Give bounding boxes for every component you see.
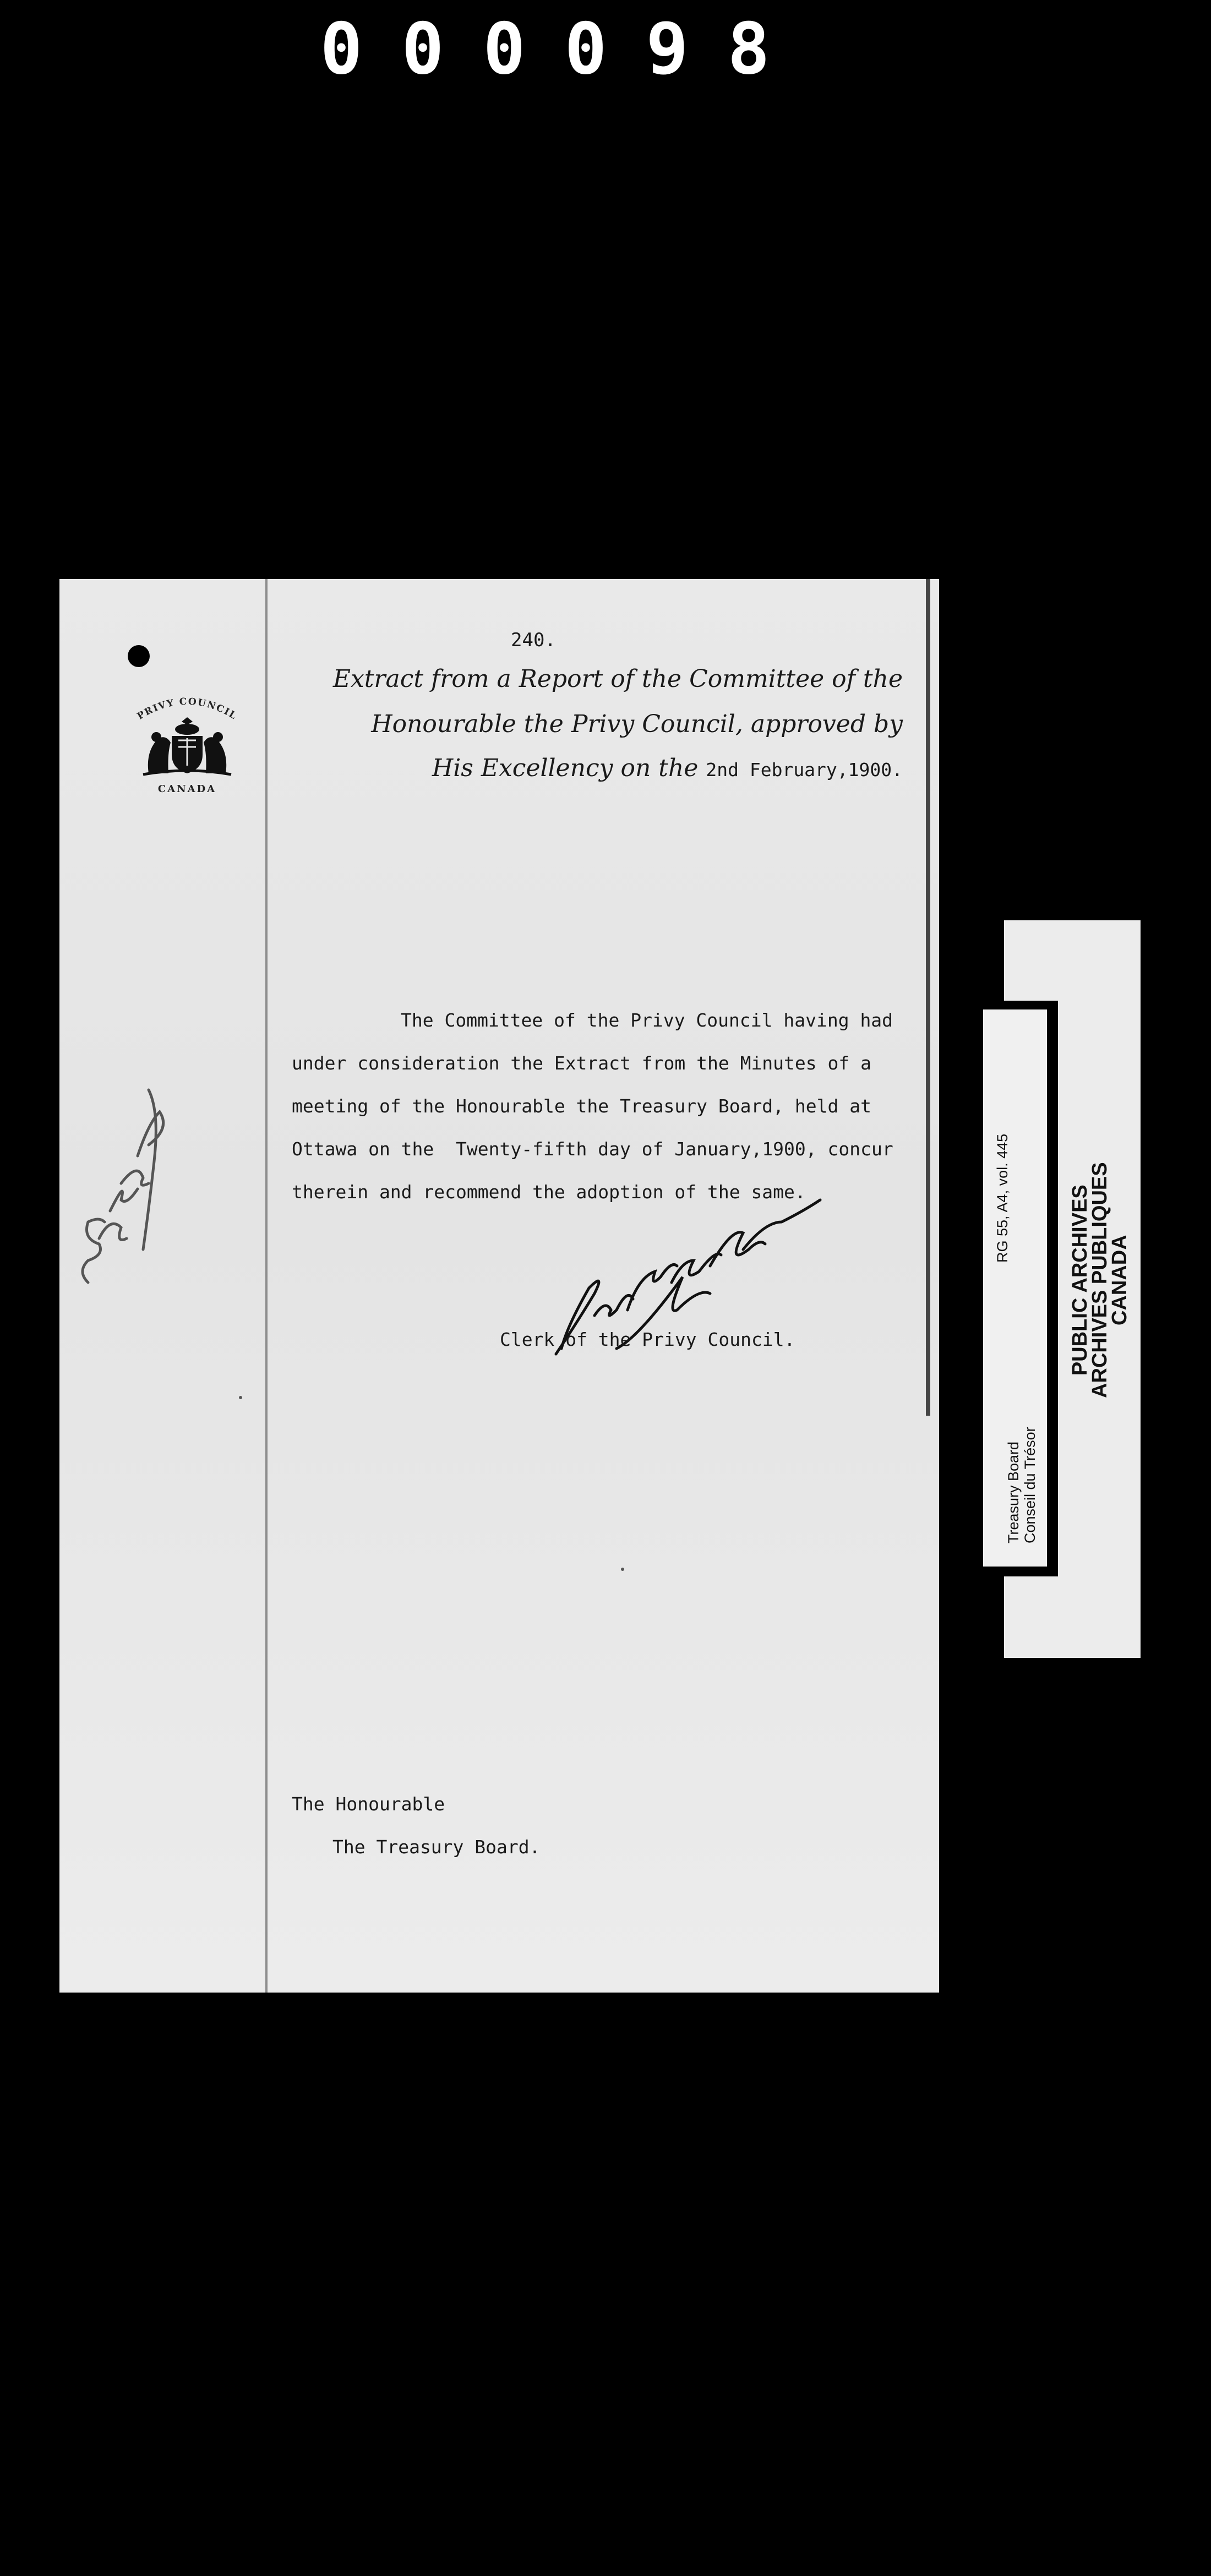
body-line: The Committee of the Privy Council having had: [401, 1009, 893, 1031]
fonds-english: Treasury Board: [1005, 1441, 1022, 1543]
heading-line: Extract from a Report of the Committee of the: [332, 665, 903, 693]
heading-line: Honourable the Privy Council, approved by: [371, 710, 903, 738]
body-line: therein and recommend the adoption of the same.: [292, 1181, 806, 1203]
heading-script-text: His Excellency on the: [432, 754, 699, 782]
emblem-country-label: CANADA: [157, 783, 217, 795]
addressee-line: The Honourable: [292, 1793, 445, 1815]
report-number: 240.: [511, 629, 556, 651]
svg-text:PRIVY COUNCIL: PRIVY COUNCIL: [135, 696, 239, 722]
frame-digit: 9: [646, 8, 689, 90]
frame-number: [308, 8, 782, 90]
page-edge-shadow: [926, 579, 930, 1416]
fonds-french: Conseil du Trésor: [1022, 1427, 1038, 1543]
archive-title-line: ARCHIVES PUBLIQUES: [1088, 1162, 1111, 1398]
frame-digit: 0: [483, 8, 526, 90]
margin-annotation-entered: [66, 1073, 176, 1305]
body-line: meeting of the Honourable the Treasury Board, held at: [292, 1095, 871, 1117]
margin-rule: [265, 579, 268, 1993]
signatory-title: Clerk of the Privy Council.: [500, 1329, 795, 1350]
approval-date: 2nd February,1900.: [706, 759, 903, 781]
frame-digit: 8: [727, 8, 770, 90]
archive-title: [1070, 1162, 1130, 1398]
archive-reference: RG 55, A4, vol. 445: [994, 1133, 1011, 1263]
frame-digit: 0: [320, 8, 363, 90]
coat-of-arms-icon: [138, 713, 237, 779]
frame-digit: 0: [401, 8, 444, 90]
paper-speck: [239, 1396, 242, 1399]
frame-digit: 0: [564, 8, 607, 90]
archive-title-line: CANADA: [1108, 1235, 1131, 1326]
privy-council-emblem: [132, 691, 242, 804]
body-line: under consideration the Extract from the Minutes of a: [292, 1052, 871, 1074]
punch-hole: [128, 645, 150, 667]
archive-title-line: PUBLIC ARCHIVES: [1068, 1185, 1092, 1376]
heading-line: [330, 754, 903, 782]
body-line: Ottawa on the Twenty-fifth day of January,1900, concur: [292, 1138, 893, 1160]
paper-speck: [621, 1568, 624, 1571]
archive-fonds: [1005, 1427, 1038, 1543]
addressee-line: The Treasury Board.: [332, 1836, 541, 1858]
